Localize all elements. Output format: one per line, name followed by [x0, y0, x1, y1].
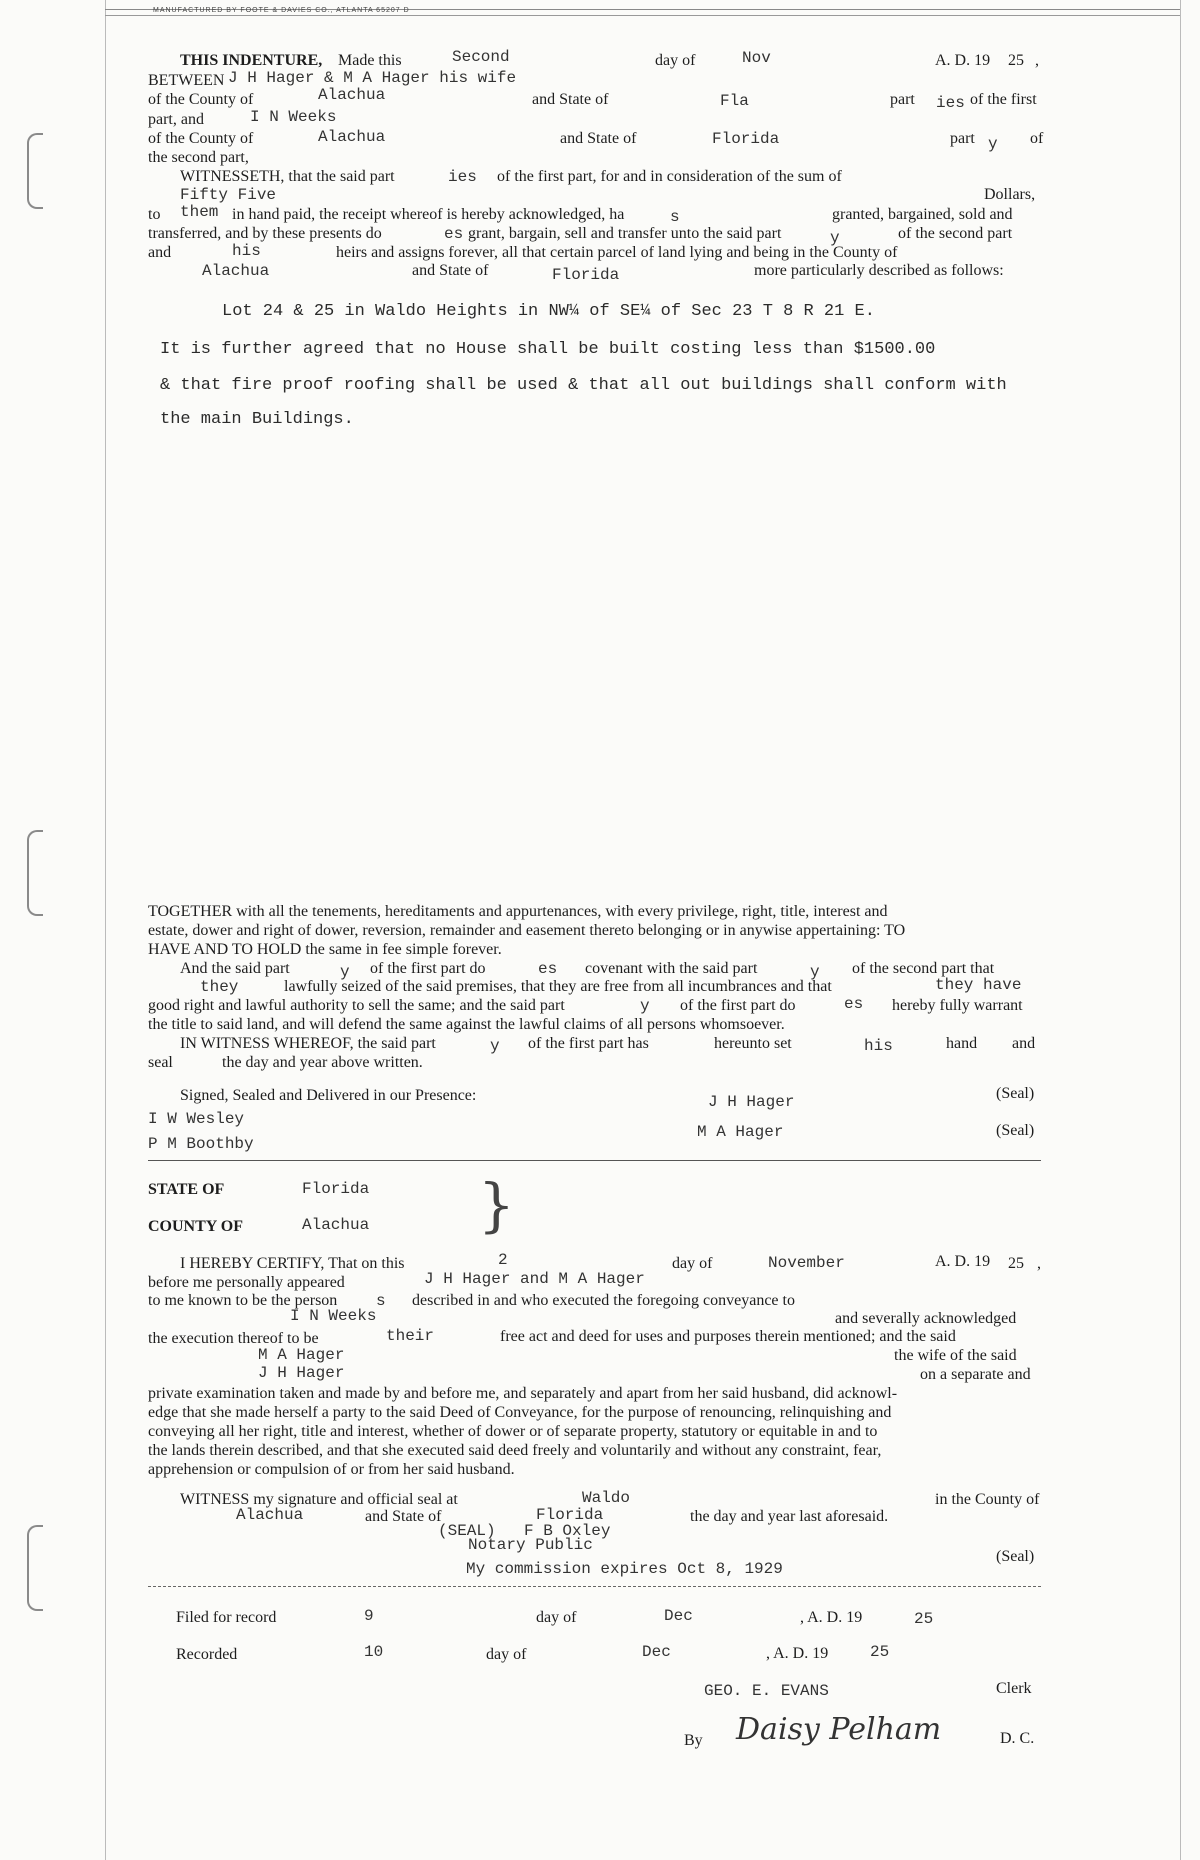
recorded-year: 25 — [870, 1643, 890, 1661]
severally-label: and severally acknowledged — [835, 1310, 1017, 1327]
notary-state-label: and State of — [365, 1508, 442, 1525]
by-label: By — [684, 1732, 703, 1749]
indenture-month: Nov — [742, 49, 771, 67]
signer-1: J H Hager — [708, 1093, 795, 1111]
y-4: y — [340, 963, 350, 981]
witness-2: P M Boothby — [148, 1135, 254, 1153]
known-label-b: described in and who executed the foregoing conveyance to — [412, 1292, 795, 1309]
state-label-3: and State of — [412, 262, 489, 279]
signature-divider — [148, 1160, 1041, 1161]
witnesseth-label: WITNESSETH, that the said part — [180, 168, 395, 185]
his-2: his — [864, 1037, 893, 1055]
state-1: Fla — [720, 92, 749, 110]
recorded-day: 10 — [364, 1643, 384, 1661]
sum-amount: Fifty Five — [180, 186, 277, 204]
state-label-2: and State of — [560, 130, 637, 147]
ies-1: ies — [936, 94, 965, 112]
made-this-label: Made this — [338, 52, 402, 69]
certify-label: I HEREBY CERTIFY, That on this — [180, 1255, 405, 1272]
margin-line-right — [1180, 0, 1181, 1860]
transferred-label: transferred, and by these presents do — [148, 225, 382, 242]
before-me-label: before me personally appeared — [148, 1274, 345, 1291]
part-label-1: part — [890, 91, 915, 108]
granted-label: granted, bargained, sold and — [832, 206, 1013, 223]
more-particularly-label: more particularly described as follows: — [754, 262, 1004, 279]
description-line-4: the main Buildings. — [160, 410, 354, 429]
signed-sealed-label: Signed, Sealed and Delivered in our Presence: — [180, 1087, 477, 1104]
deputy-clerk-signature: Daisy Pelham — [736, 1712, 942, 1747]
staple-mark-bottom — [27, 1525, 43, 1611]
part-and-label: part, and — [148, 111, 204, 128]
known-label-a: to me known to be the person — [148, 1292, 338, 1309]
brace-mark: } — [478, 1171, 515, 1239]
recorded-ad: , A. D. 19 — [766, 1645, 829, 1662]
y-5: y — [810, 963, 820, 981]
manufacturer-line: MANUFACTURED BY FOOTE & DAVIES CO., ATLANTA 65207 D — [153, 7, 410, 14]
recorded-month: Dec — [642, 1643, 671, 1661]
together-line-3: HAVE AND TO HOLD the same in fee simple forever. — [148, 941, 502, 958]
them: them — [180, 203, 219, 221]
appeared-persons: J H Hager and M A Hager — [424, 1270, 645, 1288]
they-1: they — [200, 978, 239, 996]
es-3: es — [844, 995, 864, 1013]
of-second-part-label: of the second part — [898, 225, 1013, 242]
together-line-2: estate, dower and right of dower, reversion, remainder and easement thereto belonging or in anywise appertaining: TO — [148, 922, 906, 939]
free-act-label: free act and deed for uses and purposes therein mentioned; and the said — [500, 1328, 956, 1345]
description-line-1: Lot 24 & 25 in Waldo Heights in NW¼ of SE¼ of Sec 23 T 8 R 21 E. — [222, 302, 875, 321]
notary-seal-stamp: (SEAL) — [438, 1522, 496, 1540]
notary-comma: , — [1037, 1255, 1041, 1272]
county-1: Alachua — [318, 86, 386, 104]
staple-mark-top — [27, 133, 43, 209]
seal-1: (Seal) — [996, 1085, 1035, 1102]
heirs-label: heirs and assigns forever, all that certain parcel of land lying and being in the County of — [336, 244, 898, 261]
state-2: Florida — [712, 130, 780, 148]
notary-year: 25 — [1008, 1255, 1024, 1272]
county-of-label: COUNTY OF — [148, 1218, 243, 1235]
notary-county: Alachua — [302, 1216, 370, 1234]
their: their — [386, 1327, 435, 1345]
notary-ad-label: A. D. 19 — [935, 1253, 991, 1270]
notary-day: 2 — [498, 1251, 508, 1269]
exam-line-3: conveying all her right, title and interest, whether of dower or of separate property, statutory or equitable in and to — [148, 1423, 878, 1440]
clerk-label: Clerk — [996, 1680, 1032, 1697]
clerk-name: GEO. E. EVANS — [704, 1682, 829, 1700]
of-label-2: of — [1030, 130, 1044, 147]
description-line-3: & that fire proof roofing shall be used & that all out buildings shall conform with — [160, 376, 1007, 395]
y-3: y — [830, 229, 840, 247]
state-label-1: and State of — [532, 91, 609, 108]
filed-ad: , A. D. 19 — [800, 1609, 863, 1626]
filed-day: 9 — [364, 1607, 374, 1625]
witness-b: of the first part has — [528, 1035, 649, 1052]
header-strip — [105, 9, 1180, 16]
witness-signature-label: WITNESS my signature and official seal at — [180, 1491, 458, 1508]
exam-line-2: edge that she made herself a party to the said Deed of Conveyance, for the purpose of renouncing, relinquishing and — [148, 1404, 892, 1421]
filed-year: 25 — [914, 1610, 934, 1628]
notary-month: November — [768, 1254, 845, 1272]
last-aforesaid-label: the day and year last aforesaid. — [690, 1508, 889, 1525]
good-right-label: good right and lawful authority to sell the same; and the said part — [148, 997, 565, 1014]
seized-label: lawfully seized of the said premises, that they are free from all incumbrances and that — [284, 978, 832, 995]
dc-label: D. C. — [1000, 1730, 1035, 1747]
county-3: Alachua — [202, 262, 270, 280]
signer-2: M A Hager — [697, 1123, 784, 1141]
y-2: y — [988, 135, 998, 153]
and-label-2: and — [1012, 1035, 1036, 1052]
margin-line-left — [105, 0, 106, 1860]
they-have: they have — [935, 976, 1022, 994]
notary-state-2: Florida — [536, 1506, 604, 1524]
notary-day-of-label: day of — [672, 1255, 713, 1272]
his-1: his — [232, 242, 261, 260]
notary-grantee: I N Weeks — [290, 1307, 377, 1325]
ad-label: A. D. 19 — [935, 52, 991, 69]
filed-month: Dec — [664, 1607, 693, 1625]
indenture-title: THIS INDENTURE, — [180, 52, 323, 69]
hereunto-label: hereunto set — [714, 1035, 792, 1052]
covenant-c: covenant with the said part — [585, 960, 758, 977]
wife-name: M A Hager — [258, 1346, 345, 1364]
warrant-label: hereby fully warrant — [892, 997, 1023, 1014]
s-1: s — [670, 208, 680, 226]
notary-county-2: Alachua — [236, 1506, 304, 1524]
second-party: I N Weeks — [250, 108, 337, 126]
separate-label: on a separate and — [920, 1366, 1031, 1383]
dollars-label: Dollars, — [984, 186, 1036, 203]
exam-line-5: apprehension or compulsion of or from her said husband. — [148, 1461, 515, 1478]
indenture-year: 25 — [1008, 52, 1024, 69]
recorded-day-of: day of — [486, 1646, 527, 1663]
in-hand-label: in hand paid, the receipt whereof is hereby acknowledged, ha — [232, 206, 625, 223]
seal-2: (Seal) — [996, 1122, 1035, 1139]
commission-expiry: My commission expires Oct 8, 1929 — [466, 1560, 783, 1578]
filed-day-of: day of — [536, 1609, 577, 1626]
exam-line-1: private examination taken and made by and before me, and separately and apart from her said husband, did acknowl- — [148, 1385, 898, 1402]
y-7: y — [490, 1037, 500, 1055]
execution-label: the execution thereof to be — [148, 1330, 319, 1347]
notary-divider — [148, 1586, 1041, 1587]
notary-title: Notary Public — [468, 1536, 593, 1554]
es-2: es — [538, 960, 558, 978]
hand-label: hand — [946, 1035, 978, 1052]
y-6: y — [640, 997, 650, 1015]
county-2: Alachua — [318, 128, 386, 146]
between-label: BETWEEN — [148, 72, 225, 89]
second-part-label: the second part, — [148, 149, 249, 166]
county-label-2: of the County of — [148, 130, 254, 147]
of-first-label: of the first — [970, 91, 1037, 108]
comma: , — [1035, 52, 1039, 69]
exam-line-4: the lands therein described, and that she executed said deed freely and voluntarily and without any constraint, fear, — [148, 1442, 882, 1459]
es-1: es — [444, 225, 464, 243]
part-label-2: part — [950, 130, 975, 147]
day-year-label: the day and year above written. — [222, 1054, 423, 1071]
recorded-label: Recorded — [176, 1646, 238, 1663]
first-part-do-label: of the first part do — [680, 997, 796, 1014]
first-party: J H Hager & M A Hager his wife — [228, 69, 517, 87]
in-county-label: in the County of — [935, 1491, 1040, 1508]
state-3: Florida — [552, 266, 620, 284]
title-line: the title to said land, and will defend the same against the lawful claims of all persons whomsoever. — [148, 1016, 785, 1033]
husband-name: J H Hager — [258, 1364, 345, 1382]
covenant-b: of the first part do — [370, 960, 486, 977]
to-label: to — [148, 206, 161, 223]
filed-label: Filed for record — [176, 1609, 277, 1626]
description-line-2: It is further agreed that no House shall be built costing less than $1500.00 — [160, 340, 936, 359]
indenture-day: Second — [452, 48, 510, 66]
notary-name: F B Oxley — [524, 1522, 611, 1540]
covenant-d: of the second part that — [852, 960, 995, 977]
notary-place: Waldo — [582, 1489, 631, 1507]
s-2: s — [376, 1292, 386, 1310]
seal-label: seal — [148, 1054, 173, 1071]
wife-of-label: the wife of the said — [894, 1347, 1017, 1364]
notary-seal-label: (Seal) — [996, 1548, 1035, 1565]
staple-mark-middle — [27, 830, 43, 916]
witness-a: IN WITNESS WHEREOF, the said part — [180, 1035, 436, 1052]
consideration-label: of the first part, for and in consideration of the sum of — [497, 168, 842, 185]
witness-1: I W Wesley — [148, 1110, 245, 1128]
together-line-1: TOGETHER with all the tenements, hereditaments and appurtenances, with every privilege, right, title, interest and — [148, 903, 888, 920]
grant-bargain-label: grant, bargain, sell and transfer unto the said part — [468, 225, 782, 242]
ies-3: ies — [448, 168, 477, 186]
county-label-1: of the County of — [148, 91, 254, 108]
and-label: and — [148, 244, 172, 261]
covenant-a: And the said part — [180, 960, 290, 977]
state-of-label: STATE OF — [148, 1181, 225, 1198]
notary-state: Florida — [302, 1180, 370, 1198]
day-of-label: day of — [655, 52, 696, 69]
